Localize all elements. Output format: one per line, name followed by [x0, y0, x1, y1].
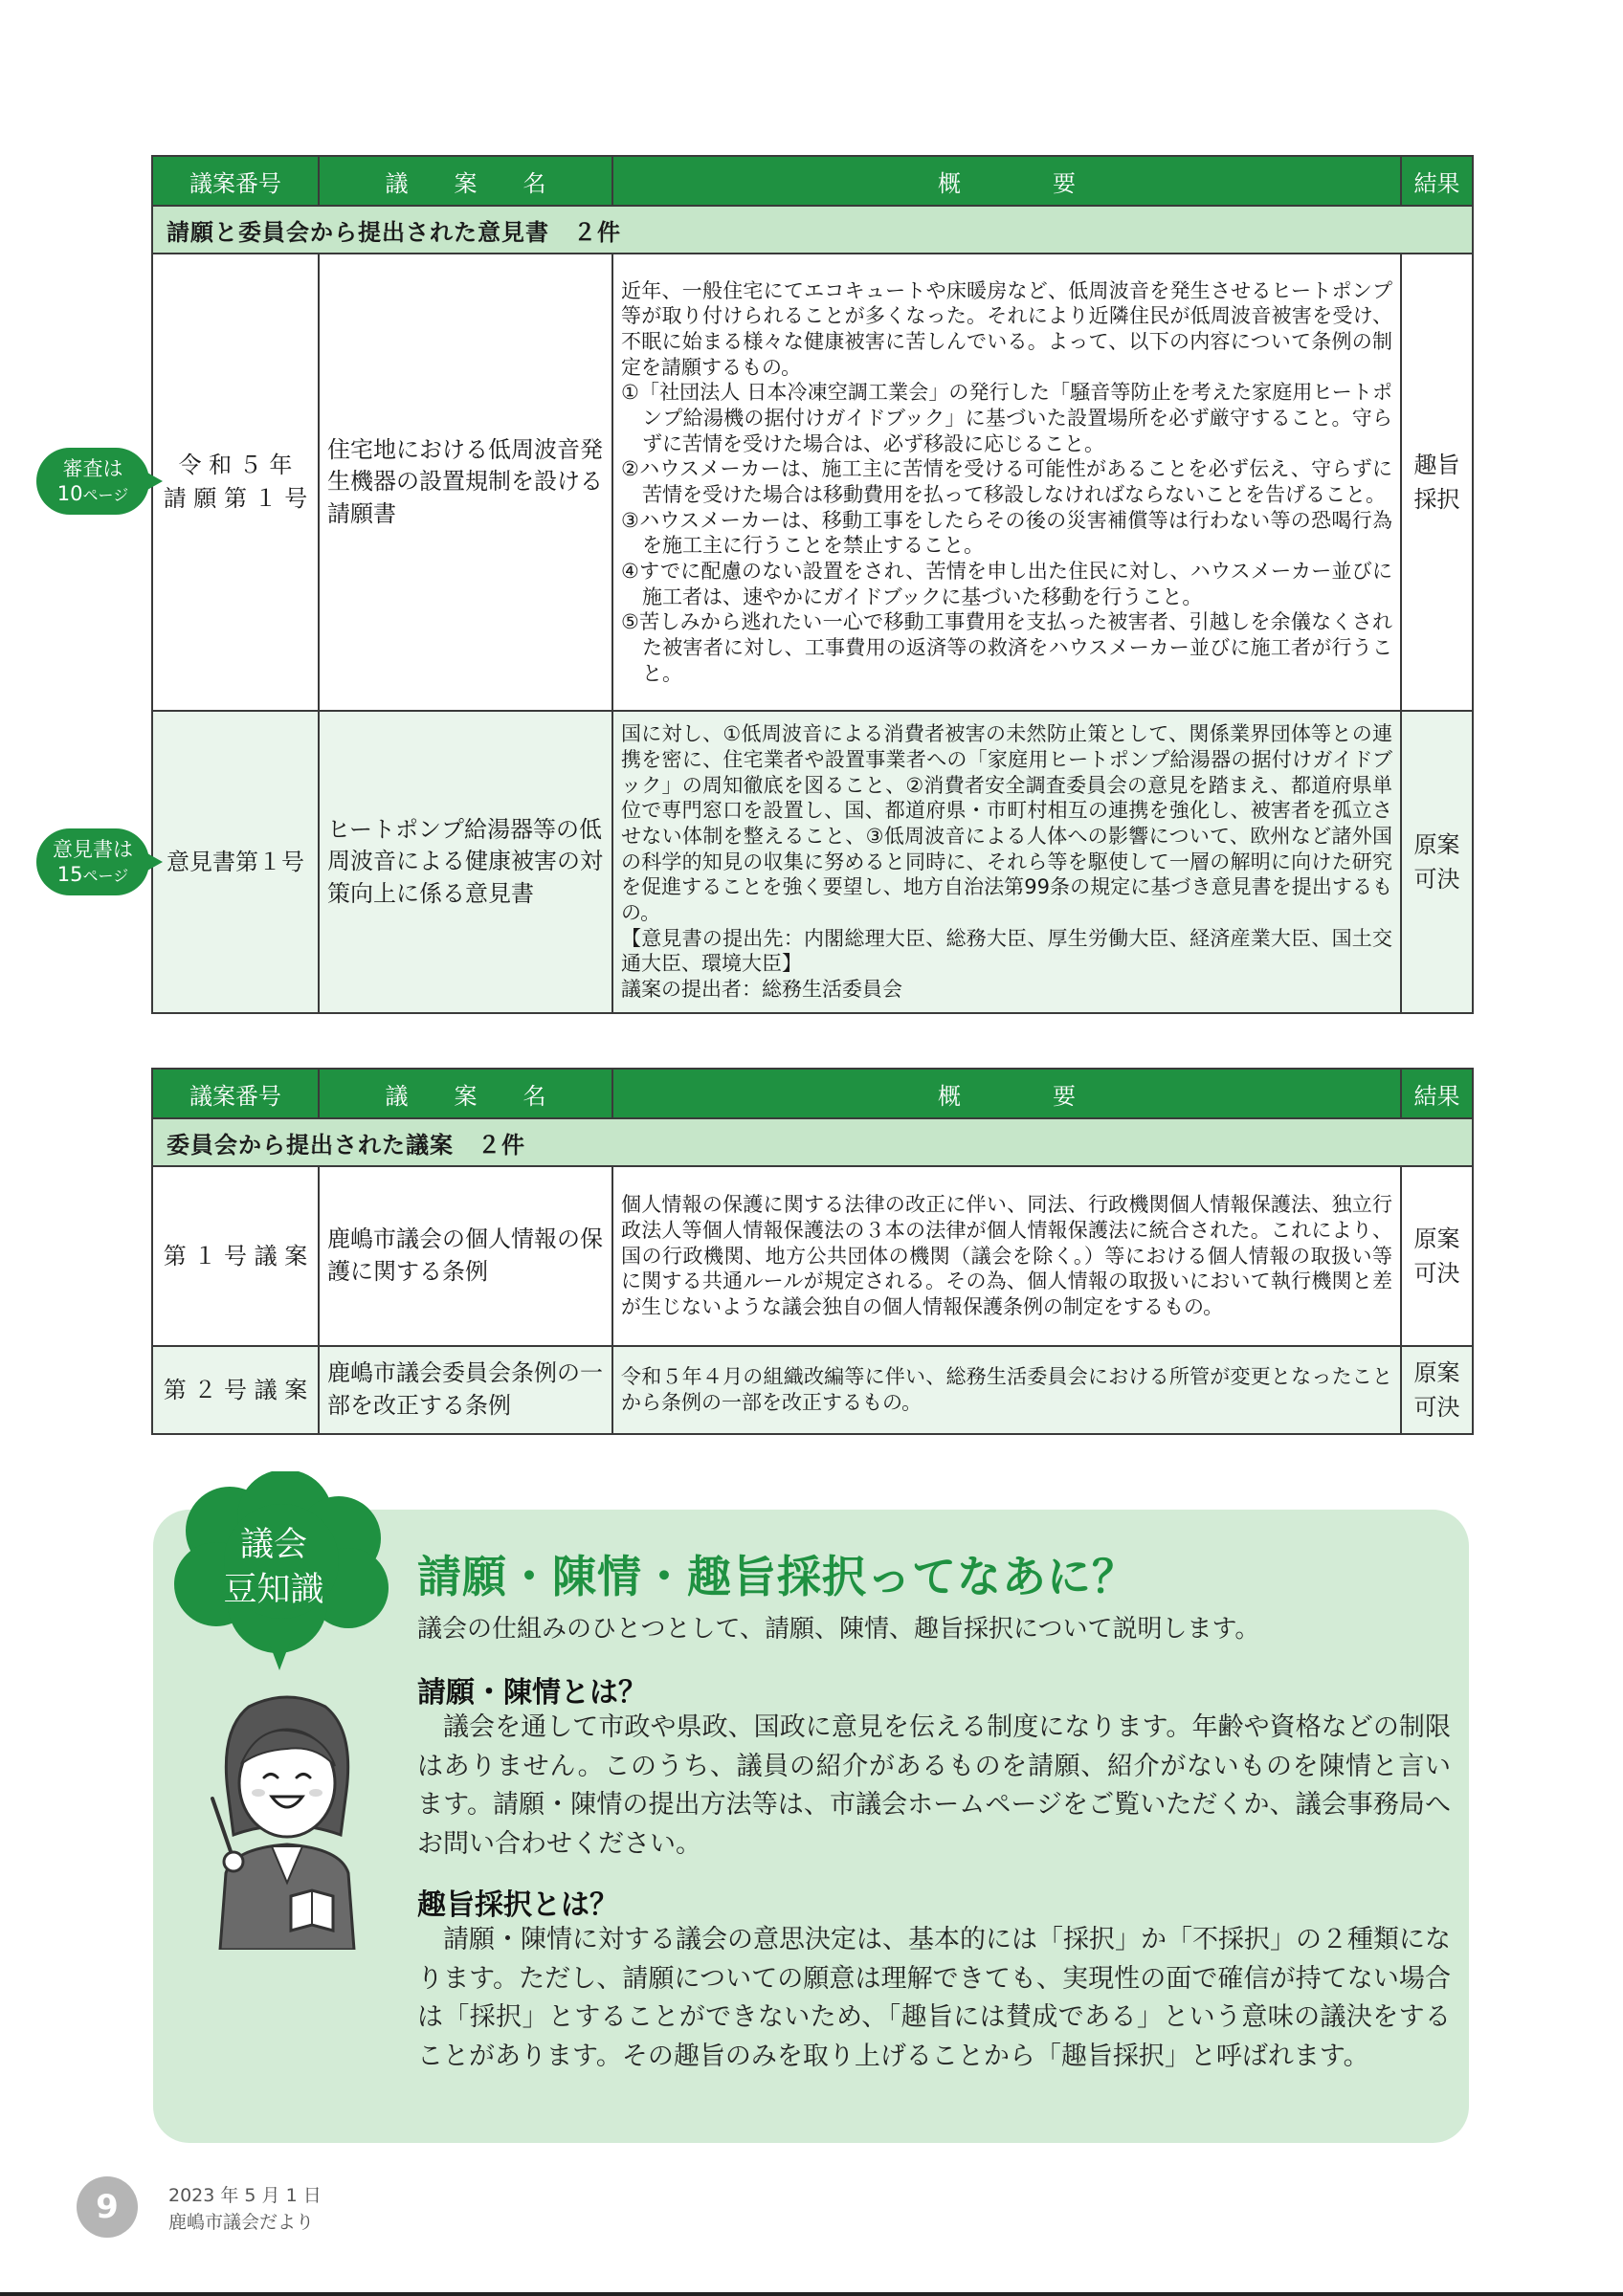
summary-item: 【意見書の提出先：内閣総理大臣、総務大臣、厚生労働大臣、経済産業大臣、国土交通大臣、環境大臣】 [621, 926, 1392, 976]
bill-summary [612, 254, 1401, 711]
bill-number: 第 １ 号 議 案 [152, 1166, 319, 1346]
section-row [152, 206, 1473, 254]
bill-summary: 個人情報の保護に関する法律の改正に伴い、同法、行政機関個人情報保護法、独立行政法人等個人情報保護法の３本の法律が個人情報保護法に統合された。これにより、国の行政機関、地方公共団体の機関（議会を除く。）等における個人情報の取扱い等に関する共通ルールが規定される。その為、個人情報の取扱いにおいて執行機関と差が生じないような議会独自の個人情報保護条例の制定をするもの。 [612, 1166, 1401, 1346]
teacher-illustration-icon [191, 1691, 383, 1950]
callout-unit: ページ [82, 486, 129, 504]
summary-item: ①「社団法人 日本冷凍空調工業会」の発行した「騒音等防止を考えた家庭用ヒートポンプ給湯機の据付けガイドブック」に基づいた設置場所を必ず厳守すること。守らずに苦情を受けた場合は、必ず移設に応じること。 [621, 381, 1392, 455]
header-summary: 概 要 [612, 156, 1401, 206]
callout-label: 審査は [62, 456, 123, 480]
table-header-row [152, 156, 1473, 206]
bill-name: 鹿嶋市議会の個人情報の保護に関する条例 [319, 1166, 612, 1346]
bill-number: 第 ２ 号 議 案 [152, 1346, 319, 1434]
paragraph-petition: 議会を通して市政や県政、国政に意見を伝える制度になります。年齢や資格などの制限はありません。このうち、議員の紹介があるものを請願、紹介がないものを陳情と言います。請願・陳情の提出方法等は、市議会ホームページをご覧いただくか、議会事務局へお問い合わせください。 [417, 1712, 1451, 1859]
header-summary: 概 要 [612, 1069, 1401, 1118]
header-name: 議 案 名 [319, 1069, 612, 1118]
callout-page: 10 [56, 482, 83, 505]
callout-page: 15 [56, 863, 83, 886]
bill-number: 令 和 ５ 年 請 願 第 １ 号 [152, 254, 319, 711]
callout-unit: ページ [82, 867, 129, 885]
header-number: 議案番号 [152, 1069, 319, 1118]
page-number: 9 [77, 2176, 138, 2238]
issue-date: 2023 年 5 月 1 日 [168, 2185, 322, 2206]
badge-line: 豆知識 [223, 1571, 324, 1610]
table-row [152, 254, 1473, 711]
bill-number: 意見書第１号 [152, 711, 319, 1013]
header-result: 結果 [1401, 156, 1473, 206]
header-name: 議 案 名 [319, 156, 612, 206]
page-reference-callout [36, 448, 149, 515]
summary-intro: 近年、一般住宅にてエコキュートや床暖房など、低周波音を発生させるヒートポンプ等が取り付けられることが多くなった。それにより近隣住民が低周波音被害を受け、不眠に始まる様々な健康被害に苦しんでいる。よって、以下の内容について条例の制定を請願するもの。 [621, 278, 1392, 379]
table-row [152, 711, 1473, 1013]
summary-item: ③ハウスメーカーは、移動工事をしたらその後の災害補償等は行わない等の恐喝行為を施工主に行うことを禁止すること。 [621, 508, 1392, 558]
trivia-lead: 議会の仕組みのひとつとして、請願、陳情、趣旨採択について説明します。 [417, 1615, 1260, 1644]
summary-item: ④すでに配慮のない設置をされ、苦情を申し出た住民に対し、ハウスメーカー並びに施工者は、速やかにガイドブックに基づいた移動を行うこと。 [621, 559, 1392, 608]
publication-name: 鹿嶋市議会だより [168, 2212, 315, 2233]
trivia-title: 請願・陳情・趣旨採択ってなあに？ [417, 1551, 1137, 1602]
bottom-divider [0, 2292, 1623, 2296]
table-row [152, 1346, 1473, 1434]
bill-summary [612, 711, 1401, 1013]
header-result: 結果 [1401, 1069, 1473, 1118]
trivia-badge [161, 1523, 387, 1614]
summary-intro: 国に対し、①低周波音による消費者被害の未然防止策として、関係業界団体等との連携を密に、住宅業者や設置事業者への「家庭用ヒートポンプ給湯器の据付けガイドブック」の周知徹底を図ること、②消費者安全調査委員会の意見を踏まえ、都道府県単位で専門窓口を設置し、国、都道府県・市町村相互の連携を強化し、被害者を孤立させない体制を整えること、③低周波音による人体への影響について、欧州など諸外国の科学的知見の収集に努めると同時に、それら等を駆使して一層の解明に向けた研究を促進することを強く要望し、地方自治法第99条の規定に基づき意見書を提出するもの。 [621, 722, 1392, 924]
bill-result: 原案 可決 [1401, 711, 1473, 1013]
bill-name: 住宅地における低周波音発生機器の設置規制を設ける請願書 [319, 254, 612, 711]
subheading-adoption: 趣旨採択とは？ [417, 1888, 618, 1922]
summary-item: 議案の提出者：総務生活委員会 [621, 977, 902, 1001]
section-row [152, 1118, 1473, 1166]
page-reference-callout [36, 828, 149, 895]
section-title: 請願と委員会から提出された意見書 ２件 [152, 206, 1473, 254]
petitions-table [151, 155, 1474, 1014]
bill-result: 原案 可決 [1401, 1346, 1473, 1434]
summary-item: ⑤苦しみから逃れたい一心で移動工事費用を支払った被害者、引越しを余儀なくされた被害者に対し、工事費用の返済等の救済をハウスメーカー並びに施工者が行うこと。 [621, 610, 1392, 685]
committee-bills-table [151, 1068, 1474, 1435]
callout-label: 意見書は [53, 837, 133, 861]
table-row [152, 1166, 1473, 1346]
badge-line: 議会 [239, 1526, 307, 1564]
bill-result: 原案 可決 [1401, 1166, 1473, 1346]
subheading-petition: 請願・陳情とは？ [417, 1676, 647, 1710]
paragraph-adoption: 請願・陳情に対する議会の意思決定は、基本的には「採択」か「不採択」の２種類になります。ただし、請願についての願意は理解できても、実現性の面で確信が持てない場合は「採択」とすることができないため、「趣旨には賛成である」という意味の議決をすることがあります。その趣旨のみを取り上げることから「趣旨採択」と呼ばれます。 [417, 1925, 1451, 2071]
bill-name: 鹿嶋市議会委員会条例の一部を改正する条例 [319, 1346, 612, 1434]
bill-name: ヒートポンプ給湯器等の低周波音による健康被害の対策向上に係る意見書 [319, 711, 612, 1013]
bill-summary: 令和５年４月の組織改編等に伴い、総務生活委員会における所管が変更となったことから条例の一部を改正するもの。 [612, 1346, 1401, 1434]
summary-item: ②ハウスメーカーは、施工主に苦情を受ける可能性があることを必ず伝え、守らずに苦情を受けた場合は移動費用を払って移設しなければならないことを告げること。 [621, 457, 1392, 506]
bill-result: 趣旨 採択 [1401, 254, 1473, 711]
section-title: 委員会から提出された議案 ２件 [152, 1118, 1473, 1166]
table-header-row [152, 1069, 1473, 1118]
header-number: 議案番号 [152, 156, 319, 206]
